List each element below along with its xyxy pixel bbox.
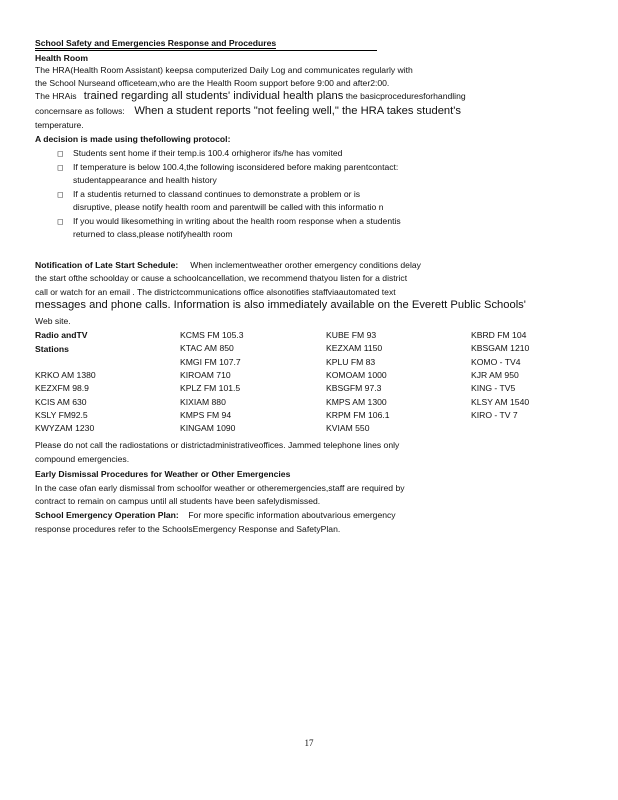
- radio-station-cell: KUBE FM 93: [326, 330, 377, 340]
- radio-station-cell: KMGI FM 107.7: [180, 356, 241, 367]
- radio-label: Radio andTV: [35, 330, 88, 340]
- health-room-title: Health Room: [35, 53, 88, 63]
- early-line-1: In the case ofan early dismissal from schoolfor weather or otheremergencies,staff are required by: [35, 483, 405, 493]
- radio-station-cell: KRKO AM 1380: [35, 369, 96, 380]
- radio-station-cell: KCMS FM 105.3: [180, 330, 244, 340]
- decision-item-4-cont: returned to class,please notifyhealth room: [73, 229, 233, 239]
- heading-rule: [35, 50, 377, 51]
- checkbox-bullet-icon: ◻: [57, 149, 64, 158]
- radio-station-cell: KINGAM 1090: [180, 423, 236, 434]
- notification-line-4: messages and phone calls. Information is also immediately available on the Everett Public Schools': [35, 299, 526, 311]
- health-line-5: temperature.: [35, 120, 84, 130]
- radio-station-cell: KLSY AM 1540: [471, 396, 530, 407]
- radio-station-cell: KWYZAM 1230: [35, 423, 95, 434]
- radio-station-cell: KTAC AM 850: [180, 343, 234, 354]
- checkbox-bullet-icon: ◻: [57, 217, 64, 226]
- radio-station-cell: KBSGAM 1210: [471, 343, 530, 354]
- radio-station-cell: KRPM FM 106.1: [326, 409, 390, 420]
- decision-item-4: If you would likesomething in writing about the health room response when a studentis: [73, 216, 401, 226]
- health-line-4: concernsare as follows: When a student reports "not feeling well," the HRA takes student's: [35, 105, 461, 117]
- radio-station-cell: KVIAM 550: [326, 423, 370, 434]
- radio-station-cell: KPLU FM 83: [326, 356, 376, 367]
- early-line-2: contract to remain on campus until all students have been safelydismissed.: [35, 496, 321, 506]
- decision-item-2-cont: studentappearance and health history: [73, 175, 217, 185]
- radio-station-cell: KMPS FM 94: [180, 409, 232, 420]
- decision-item-3: If a studentis returned to classand continues to demonstrate a problem or is: [73, 189, 361, 199]
- health-line-3: The HRAis trained regarding all students' individual health plans the basicproceduresforhandling: [35, 90, 466, 102]
- notification-line-1: Notification of Late Start Schedule: When inclementweather orother emergency conditions delay: [35, 260, 421, 270]
- notification-line-2: the start ofthe schoolday or cause a schoolcancellation, we recommend thatyou listen for a district: [35, 273, 408, 283]
- decision-item-2: If temperature is below 100.4,the following isconsidered before making parentcontact:: [73, 162, 399, 172]
- decision-item-3-cont: disruptive, please notify health room and parentwill be called with this informatio n: [73, 202, 384, 212]
- radio-station-cell: KSLY FM92.5: [35, 409, 88, 420]
- radio-station-cell: KBRD FM 104: [471, 330, 527, 340]
- radio-station-cell: KING - TV5: [471, 383, 516, 394]
- page-heading: School Safety and Emergencies Response and Procedures: [35, 38, 277, 48]
- radio-station-cell: KBSGFM 97.3: [326, 383, 382, 394]
- plan-line-2: response procedures refer to the SchoolsEmergency Response and SafetyPlan.: [35, 524, 341, 534]
- decision-intro: A decision is made using thefollowing protocol:: [35, 134, 231, 144]
- radio-station-cell: KIRO - TV 7: [471, 409, 518, 420]
- plan-line-1: School Emergency Operation Plan: For more specific information aboutvarious emergency: [35, 510, 396, 520]
- radio-station-cell: KPLZ FM 101.5: [180, 383, 241, 394]
- page-number: 17: [304, 738, 314, 748]
- radio-station-cell: KOMOAM 1000: [326, 369, 387, 380]
- radio-station-cell: KEZXAM 1150: [326, 343, 383, 354]
- notification-line-5: Web site.: [35, 316, 71, 326]
- please-line-1: Please do not call the radiostations or districtadministrativeoffices. Jammed telephone lines only: [35, 440, 400, 450]
- please-line-2: compound emergencies.: [35, 454, 130, 464]
- radio-label-2: Stations: [35, 344, 69, 354]
- notification-line-3: call or watch for an email . The districtcommunications office alsonotifies staffviaautomated text: [35, 287, 396, 297]
- radio-station-cell: KMPS AM 1300: [326, 396, 387, 407]
- early-dismissal-heading: Early Dismissal Procedures for Weather or Other Emergencies: [35, 469, 291, 479]
- checkbox-bullet-icon: ◻: [57, 190, 64, 199]
- decision-item-1: Students sent home if their temp.is 100.4 orhigheror ifs/he has vomited: [73, 148, 343, 158]
- radio-station-cell: KCIS AM 630: [35, 396, 87, 407]
- checkbox-bullet-icon: ◻: [57, 163, 64, 172]
- radio-station-cell: KEZXFM 98.9: [35, 383, 89, 394]
- health-line-2: the School Nurseand officeteam,who are the Health Room support before 9:00 and after2:00.: [35, 78, 390, 88]
- radio-station-cell: KOMO - TV4: [471, 356, 521, 367]
- health-line-1: The HRA(Health Room Assistant) keepsa computerized Daily Log and communicates regularly with: [35, 65, 413, 75]
- radio-station-cell: KIXIAM 880: [180, 396, 226, 407]
- radio-station-cell: KJR AM 950: [471, 369, 519, 380]
- radio-station-cell: KIROAM 710: [180, 369, 231, 380]
